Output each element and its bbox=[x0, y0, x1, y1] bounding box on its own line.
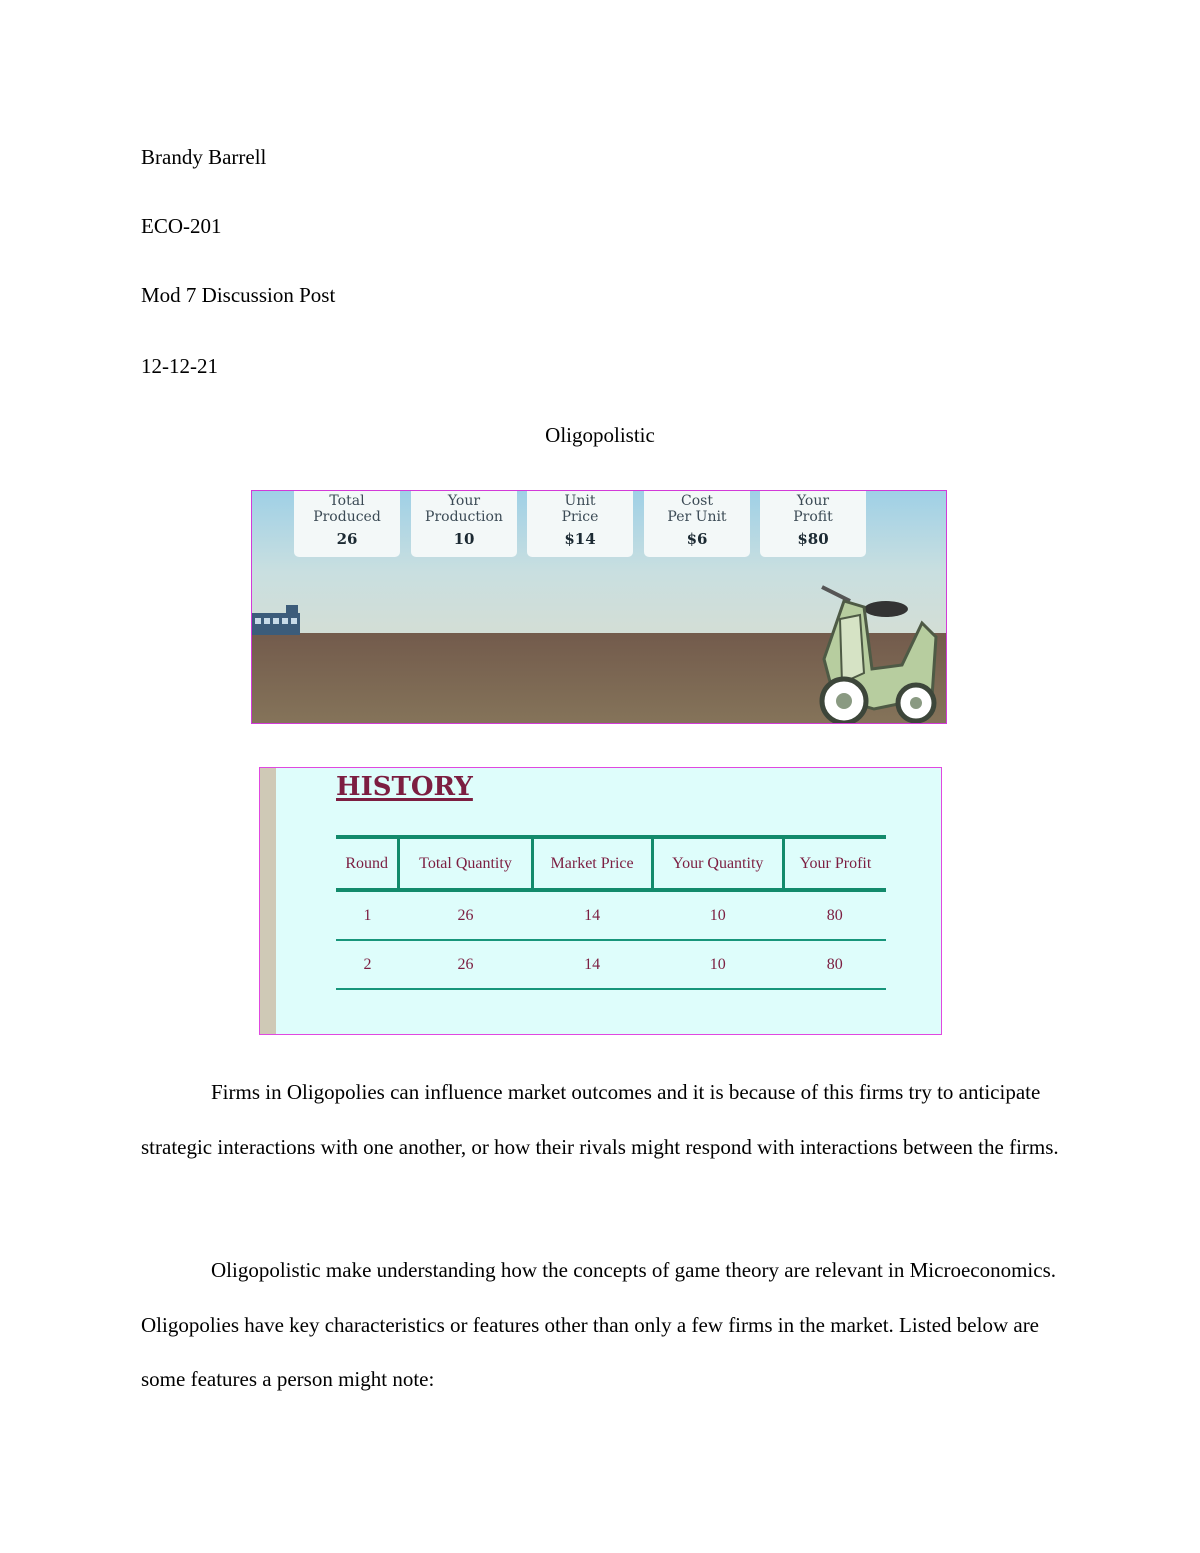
stat-your-production: Your Production 10 bbox=[411, 490, 517, 557]
table-cell: 80 bbox=[783, 940, 886, 989]
table-cell: 1 bbox=[336, 890, 399, 940]
history-title: HISTORY bbox=[336, 772, 473, 802]
scooter-icon bbox=[804, 579, 944, 724]
table-cell: 14 bbox=[532, 940, 652, 989]
stat-your-profit: Your Profit $80 bbox=[760, 490, 866, 557]
document-title: Oligopolistic bbox=[545, 423, 655, 447]
table-cell: 10 bbox=[652, 890, 783, 940]
document-date: 12-12-21 bbox=[141, 354, 218, 378]
stat-cost-per-unit: Cost Per Unit $6 bbox=[644, 490, 750, 557]
history-table bbox=[336, 835, 886, 990]
table-cell: 2 bbox=[336, 940, 399, 989]
header-total-quantity: Total Quantity bbox=[399, 837, 532, 890]
history-panel bbox=[259, 767, 942, 1035]
paragraph-1: Firms in Oligopolies can influence market outcomes and it is because of this firms try to anticipate strategic interactions with one another, or how their rivals might respond with interactions between the firms. bbox=[141, 1080, 1059, 1159]
course-code: ECO-201 bbox=[141, 214, 222, 238]
table-row bbox=[336, 890, 886, 940]
header-your-profit: Your Profit bbox=[783, 837, 886, 890]
stat-unit-price: Unit Price $14 bbox=[527, 490, 633, 557]
table-cell: 80 bbox=[783, 890, 886, 940]
history-side-bar bbox=[260, 768, 276, 1034]
header-round: Round bbox=[336, 837, 399, 890]
table-cell: 10 bbox=[652, 940, 783, 989]
factory-icon bbox=[252, 603, 302, 635]
header-market-price: Market Price bbox=[532, 837, 652, 890]
table-row bbox=[336, 940, 886, 989]
stat-total-produced: Total Produced 26 bbox=[294, 490, 400, 557]
assignment-name: Mod 7 Discussion Post bbox=[141, 283, 336, 307]
paragraph-2: Oligopolistic make understanding how the concepts of game theory are relevant in Microeconomics. Oligopolies have key characteristics or features other than only a few firms in the market. Listed below are some features a person might note: bbox=[141, 1258, 1056, 1391]
header-your-quantity: Your Quantity bbox=[652, 837, 783, 890]
table-cell: 26 bbox=[399, 890, 532, 940]
history-header-row bbox=[336, 837, 886, 890]
table-cell: 26 bbox=[399, 940, 532, 989]
table-cell: 14 bbox=[532, 890, 652, 940]
game-screenshot bbox=[251, 490, 947, 724]
author-name: Brandy Barrell bbox=[141, 145, 267, 169]
